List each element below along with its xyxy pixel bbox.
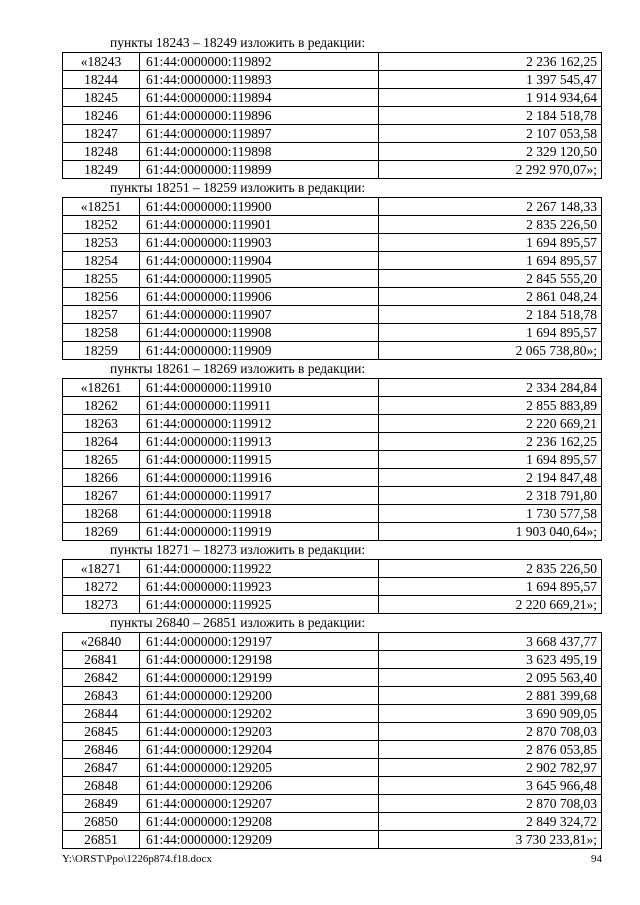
item-number-cell: «18251	[63, 198, 140, 216]
item-number-cell: 26841	[63, 651, 140, 669]
value-cell: 2 292 970,07»;	[379, 161, 602, 179]
amendment-table	[62, 559, 602, 614]
value-cell: 1 730 577,58	[379, 505, 602, 523]
value-cell: 2 835 226,50	[379, 560, 602, 578]
table-row	[63, 777, 602, 795]
item-number-cell: 18259	[63, 342, 140, 360]
table-row	[63, 433, 602, 451]
table-row	[63, 651, 602, 669]
item-number-cell: 18245	[63, 89, 140, 107]
table-row	[63, 252, 602, 270]
cadastral-number-cell: 61:44:0000000:129206	[140, 777, 379, 795]
item-number-cell: 26845	[63, 723, 140, 741]
cadastral-number-cell: 61:44:0000000:119898	[140, 143, 379, 161]
table-row	[63, 669, 602, 687]
table-row	[63, 198, 602, 216]
item-number-cell: 26842	[63, 669, 140, 687]
item-number-cell: 26844	[63, 705, 140, 723]
item-number-cell: 18258	[63, 324, 140, 342]
value-cell: 1 694 895,57	[379, 324, 602, 342]
table-row	[63, 560, 602, 578]
value-cell: 2 236 162,25	[379, 433, 602, 451]
cadastral-number-cell: 61:44:0000000:119910	[140, 379, 379, 397]
table-row	[63, 89, 602, 107]
cadastral-number-cell: 61:44:0000000:119923	[140, 578, 379, 596]
item-number-cell: 18272	[63, 578, 140, 596]
table-row	[63, 741, 602, 759]
cadastral-number-cell: 61:44:0000000:119912	[140, 415, 379, 433]
item-number-cell: 18249	[63, 161, 140, 179]
cadastral-number-cell: 61:44:0000000:119908	[140, 324, 379, 342]
amendment-table	[62, 52, 602, 179]
cadastral-number-cell: 61:44:0000000:119894	[140, 89, 379, 107]
item-number-cell: 18265	[63, 451, 140, 469]
value-cell: 2 855 883,89	[379, 397, 602, 415]
cadastral-number-cell: 61:44:0000000:119900	[140, 198, 379, 216]
cadastral-number-cell: 61:44:0000000:119919	[140, 523, 379, 541]
item-number-cell: «18243	[63, 53, 140, 71]
cadastral-number-cell: 61:44:0000000:119917	[140, 487, 379, 505]
item-number-cell: 18244	[63, 71, 140, 89]
value-cell: 2 881 399,68	[379, 687, 602, 705]
cadastral-number-cell: 61:44:0000000:129197	[140, 633, 379, 651]
table-row	[63, 578, 602, 596]
table-row	[63, 53, 602, 71]
item-number-cell: 18248	[63, 143, 140, 161]
cadastral-number-cell: 61:44:0000000:129205	[140, 759, 379, 777]
table-row	[63, 795, 602, 813]
item-number-cell: 18257	[63, 306, 140, 324]
value-cell: 2 220 669,21»;	[379, 596, 602, 614]
table-row	[63, 523, 602, 541]
value-cell: 2 107 053,58	[379, 125, 602, 143]
value-cell: 2 870 708,03	[379, 795, 602, 813]
cadastral-number-cell: 61:44:0000000:129199	[140, 669, 379, 687]
section-heading: пункты 18261 – 18269 изложить в редакции:	[110, 361, 366, 376]
value-cell: 3 645 966,48	[379, 777, 602, 795]
table-row	[63, 234, 602, 252]
cadastral-number-cell: 61:44:0000000:129208	[140, 813, 379, 831]
cadastral-number-cell: 61:44:0000000:119911	[140, 397, 379, 415]
table-row	[63, 143, 602, 161]
value-cell: 2 194 847,48	[379, 469, 602, 487]
table-row	[63, 397, 602, 415]
table-row	[63, 71, 602, 89]
document-body	[62, 34, 602, 849]
table-row	[63, 107, 602, 125]
cadastral-number-cell: 61:44:0000000:119893	[140, 71, 379, 89]
cadastral-number-cell: 61:44:0000000:119916	[140, 469, 379, 487]
cadastral-number-cell: 61:44:0000000:119907	[140, 306, 379, 324]
value-cell: 1 694 895,57	[379, 252, 602, 270]
value-cell: 2 876 053,85	[379, 741, 602, 759]
cadastral-number-cell: 61:44:0000000:129204	[140, 741, 379, 759]
value-cell: 1 694 895,57	[379, 234, 602, 252]
value-cell: 3 623 495,19	[379, 651, 602, 669]
item-number-cell: 18263	[63, 415, 140, 433]
cadastral-number-cell: 61:44:0000000:119906	[140, 288, 379, 306]
cadastral-number-cell: 61:44:0000000:119913	[140, 433, 379, 451]
value-cell: 2 845 555,20	[379, 270, 602, 288]
table-row	[63, 288, 602, 306]
table-row	[63, 505, 602, 523]
table-row	[63, 324, 602, 342]
value-cell: 3 730 233,81»;	[379, 831, 602, 849]
cadastral-number-cell: 61:44:0000000:119922	[140, 560, 379, 578]
table-row	[63, 687, 602, 705]
amendment-table	[62, 197, 602, 360]
value-cell: 2 334 284,84	[379, 379, 602, 397]
cadastral-number-cell: 61:44:0000000:119899	[140, 161, 379, 179]
item-number-cell: «18261	[63, 379, 140, 397]
value-cell: 2 849 324,72	[379, 813, 602, 831]
table-row	[63, 270, 602, 288]
value-cell: 2 861 048,24	[379, 288, 602, 306]
value-cell: 3 668 437,77	[379, 633, 602, 651]
cadastral-number-cell: 61:44:0000000:129203	[140, 723, 379, 741]
table-row	[63, 633, 602, 651]
cadastral-number-cell: 61:44:0000000:119897	[140, 125, 379, 143]
table-row	[63, 125, 602, 143]
table-row	[63, 306, 602, 324]
item-number-cell: 18264	[63, 433, 140, 451]
value-cell: 2 184 518,78	[379, 107, 602, 125]
table-row	[63, 723, 602, 741]
item-number-cell: 18262	[63, 397, 140, 415]
cadastral-number-cell: 61:44:0000000:129207	[140, 795, 379, 813]
item-number-cell: 18268	[63, 505, 140, 523]
section-heading: пункты 18271 – 18273 изложить в редакции:	[110, 542, 366, 557]
table-row	[63, 216, 602, 234]
cadastral-number-cell: 61:44:0000000:119915	[140, 451, 379, 469]
table-row	[63, 487, 602, 505]
section-heading: пункты 26840 – 26851 изложить в редакции:	[110, 615, 366, 630]
cadastral-number-cell: 61:44:0000000:119918	[140, 505, 379, 523]
amendment-table	[62, 378, 602, 541]
cadastral-number-cell: 61:44:0000000:119896	[140, 107, 379, 125]
section-heading: пункты 18251 – 18259 изложить в редакции:	[110, 180, 366, 195]
table-row	[63, 596, 602, 614]
value-cell: 2 318 791,80	[379, 487, 602, 505]
item-number-cell: 18254	[63, 252, 140, 270]
cadastral-number-cell: 61:44:0000000:119892	[140, 53, 379, 71]
item-number-cell: 18273	[63, 596, 140, 614]
item-number-cell: 26850	[63, 813, 140, 831]
value-cell: 2 220 669,21	[379, 415, 602, 433]
value-cell: 1 914 934,64	[379, 89, 602, 107]
item-number-cell: 26851	[63, 831, 140, 849]
cadastral-number-cell: 61:44:0000000:119905	[140, 270, 379, 288]
cadastral-number-cell: 61:44:0000000:119909	[140, 342, 379, 360]
table-row	[63, 469, 602, 487]
item-number-cell: 18266	[63, 469, 140, 487]
value-cell: 2 329 120,50	[379, 143, 602, 161]
cadastral-number-cell: 61:44:0000000:119925	[140, 596, 379, 614]
table-row	[63, 161, 602, 179]
item-number-cell: 26847	[63, 759, 140, 777]
value-cell: 2 065 738,80»;	[379, 342, 602, 360]
file-path: Y:\ORST\Ppo\1226p874.f18.docx	[62, 853, 212, 865]
cadastral-number-cell: 61:44:0000000:129198	[140, 651, 379, 669]
amendment-table	[62, 632, 602, 849]
item-number-cell: «18271	[63, 560, 140, 578]
value-cell: 1 694 895,57	[379, 578, 602, 596]
item-number-cell: 18247	[63, 125, 140, 143]
item-number-cell: 18256	[63, 288, 140, 306]
value-cell: 1 903 040,64»;	[379, 523, 602, 541]
item-number-cell: 26846	[63, 741, 140, 759]
item-number-cell: 18252	[63, 216, 140, 234]
section-heading: пункты 18243 – 18249 изложить в редакции:	[110, 35, 366, 50]
cadastral-number-cell: 61:44:0000000:119901	[140, 216, 379, 234]
value-cell: 1 694 895,57	[379, 451, 602, 469]
value-cell: 2 902 782,97	[379, 759, 602, 777]
value-cell: 1 397 545,47	[379, 71, 602, 89]
table-row	[63, 379, 602, 397]
table-row	[63, 705, 602, 723]
table-row	[63, 831, 602, 849]
item-number-cell: 18269	[63, 523, 140, 541]
value-cell: 2 267 148,33	[379, 198, 602, 216]
table-row	[63, 342, 602, 360]
value-cell: 2 870 708,03	[379, 723, 602, 741]
cadastral-number-cell: 61:44:0000000:129202	[140, 705, 379, 723]
table-row	[63, 813, 602, 831]
value-cell: 3 690 909,05	[379, 705, 602, 723]
page-number: 94	[591, 853, 602, 865]
cadastral-number-cell: 61:44:0000000:119903	[140, 234, 379, 252]
cadastral-number-cell: 61:44:0000000:119904	[140, 252, 379, 270]
cadastral-number-cell: 61:44:0000000:129200	[140, 687, 379, 705]
value-cell: 2 835 226,50	[379, 216, 602, 234]
table-row	[63, 759, 602, 777]
item-number-cell: 18267	[63, 487, 140, 505]
table-row	[63, 451, 602, 469]
cadastral-number-cell: 61:44:0000000:129209	[140, 831, 379, 849]
value-cell: 2 095 563,40	[379, 669, 602, 687]
item-number-cell: 18246	[63, 107, 140, 125]
item-number-cell: 18255	[63, 270, 140, 288]
value-cell: 2 184 518,78	[379, 306, 602, 324]
table-row	[63, 415, 602, 433]
item-number-cell: 26849	[63, 795, 140, 813]
value-cell: 2 236 162,25	[379, 53, 602, 71]
item-number-cell: 18253	[63, 234, 140, 252]
item-number-cell: 26848	[63, 777, 140, 795]
item-number-cell: 26843	[63, 687, 140, 705]
item-number-cell: «26840	[63, 633, 140, 651]
